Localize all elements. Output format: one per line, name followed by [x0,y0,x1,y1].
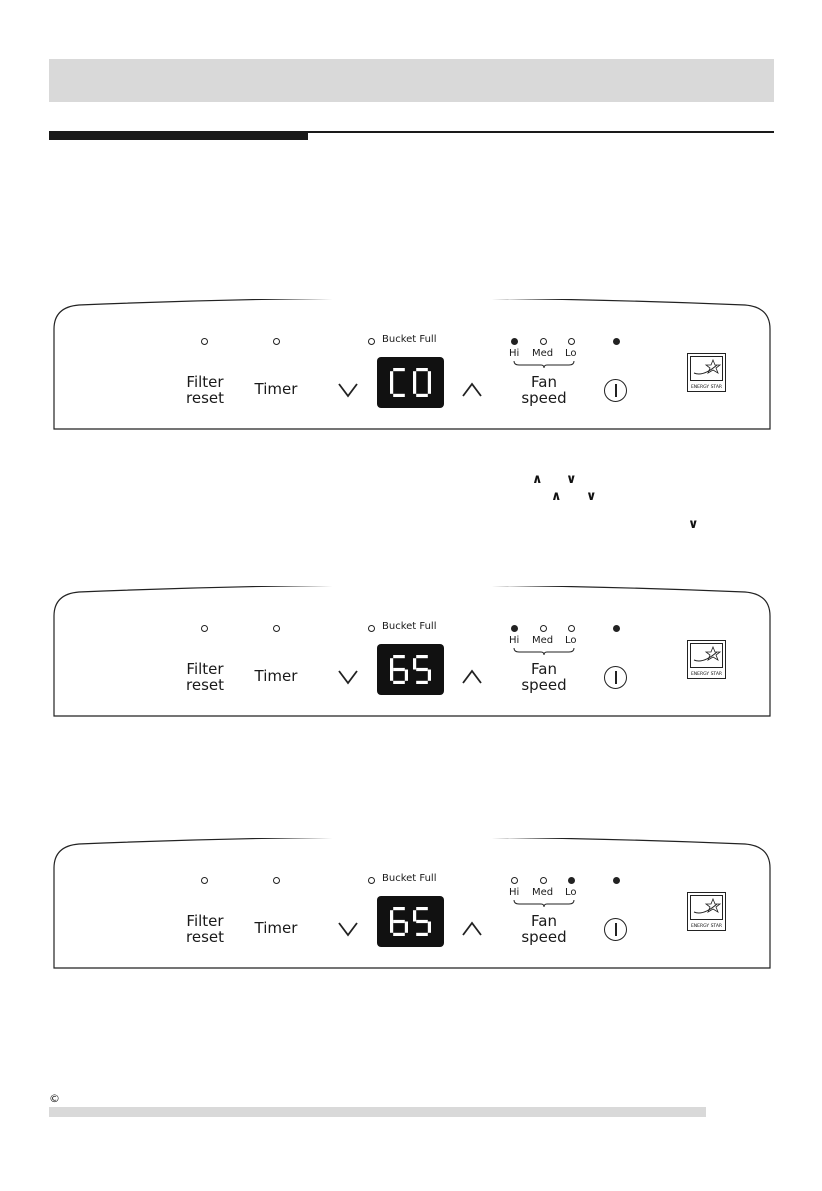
fan-bracket [509,899,579,909]
display-segment [428,670,431,681]
display-digits [377,644,444,695]
display-segment [393,655,405,658]
display-segment [428,383,431,394]
timer-led [273,625,280,632]
display-segment [393,907,405,910]
fan-hi-label: Hi [509,887,520,898]
display-segment [413,910,416,921]
reset-label: reset [186,928,224,946]
display-segment [428,371,431,382]
fan-lo-led [568,877,575,884]
fan-speed-button[interactable] [513,374,575,406]
control-panel-3 [49,838,776,970]
speed-label: speed [521,676,567,694]
fan-lo-led [568,625,575,632]
display-segment [416,655,428,658]
filter-reset-led [201,625,208,632]
fan-lo-label: Lo [565,887,577,898]
energy-star-logo [687,353,726,392]
fan-med-label: Med [532,348,554,359]
power-icon[interactable] [604,666,627,689]
chevron-down-icon[interactable] [337,921,359,937]
filter-reset-led [201,338,208,345]
filter-label: Filter [186,660,224,678]
energy-star-text: ENERGY STAR [690,385,723,390]
fan-bracket [509,647,579,657]
display-segment [390,383,393,394]
fan-label: Fan [531,373,557,391]
copyright-symbol: © [49,1092,60,1105]
energy-star-logo [687,640,726,679]
control-panel-2 [49,586,776,718]
footer-bar [49,1107,706,1117]
header-bar [49,59,774,102]
display-segment [390,910,393,921]
fan-speed-button[interactable] [513,913,575,945]
display-segment [405,922,408,933]
filter-reset-button[interactable] [177,913,233,945]
filter-reset-led [201,877,208,884]
fan-med-label: Med [532,887,554,898]
bucket-full-label: Bucket Full [382,334,437,345]
display-segment [393,681,405,684]
display-segment [393,933,405,936]
reset-label: reset [186,389,224,407]
display-segment [416,668,428,671]
display-segment [413,658,416,669]
filter-label: Filter [186,912,224,930]
display-segment [390,670,393,681]
inline-up-caret: ∧ [551,489,562,504]
display-segment [390,922,393,933]
timer-button[interactable]: Timer [254,919,298,937]
display-segment [413,383,416,394]
bucket-full-led [368,625,375,632]
power-led [613,877,620,884]
fan-lo-label: Lo [565,635,577,646]
fan-label: Fan [531,912,557,930]
energy-star-icon [690,356,723,381]
chevron-up-icon[interactable] [461,382,483,398]
fan-bracket [509,360,579,370]
timer-button[interactable]: Timer [254,667,298,685]
bucket-full-led [368,877,375,884]
display-segment [416,920,428,923]
display-segment [416,907,428,910]
display-segment [405,670,408,681]
timer-led [273,338,280,345]
display-segment [393,394,405,397]
energy-star-text: ENERGY STAR [690,672,723,677]
reset-label: reset [186,676,224,694]
speed-label: speed [521,928,567,946]
power-icon[interactable] [604,918,627,941]
chevron-up-icon[interactable] [461,669,483,685]
section-rule-thin [308,131,774,133]
fan-label: Fan [531,660,557,678]
fan-med-led [540,338,547,345]
fan-hi-led [511,338,518,345]
inline-down-caret: ∨ [688,517,699,532]
display-segment [416,681,428,684]
display-segment [390,658,393,669]
fan-hi-label: Hi [509,348,520,359]
timer-led [273,877,280,884]
speed-label: speed [521,389,567,407]
display-segment [390,371,393,382]
chevron-up-icon[interactable] [461,921,483,937]
display-digits [377,357,444,408]
energy-star-logo [687,892,726,931]
fan-speed-button[interactable] [513,661,575,693]
digital-display [377,644,444,695]
fan-lo-label: Lo [565,348,577,359]
fan-hi-led [511,877,518,884]
display-segment [416,394,428,397]
display-segment [393,368,405,371]
display-segment [428,922,431,933]
fan-med-label: Med [532,635,554,646]
display-segment [416,933,428,936]
energy-star-icon [690,895,723,920]
fan-lo-led [568,338,575,345]
fan-hi-led [511,625,518,632]
bucket-full-label: Bucket Full [382,621,437,632]
chevron-down-icon[interactable] [337,669,359,685]
filter-reset-button[interactable] [177,374,233,406]
control-panel-1 [49,299,776,431]
power-led [613,338,620,345]
power-led [613,625,620,632]
display-segment [393,668,405,671]
display-segment [413,371,416,382]
energy-star-icon [690,643,723,668]
inline-down-caret: ∨ [566,472,577,487]
fan-med-led [540,877,547,884]
fan-hi-label: Hi [509,635,520,646]
display-segment [416,368,428,371]
chevron-down-icon[interactable] [337,382,359,398]
timer-button[interactable]: Timer [254,380,298,398]
bucket-full-led [368,338,375,345]
filter-label: Filter [186,373,224,391]
fan-med-led [540,625,547,632]
display-segment [393,920,405,923]
inline-down-caret: ∨ [586,489,597,504]
filter-reset-button[interactable] [177,661,233,693]
energy-star-text: ENERGY STAR [690,924,723,929]
digital-display [377,896,444,947]
display-digits [377,896,444,947]
inline-up-caret: ∧ [532,472,543,487]
power-icon[interactable] [604,379,627,402]
section-rule-thick [49,131,308,140]
digital-display [377,357,444,408]
bucket-full-label: Bucket Full [382,873,437,884]
